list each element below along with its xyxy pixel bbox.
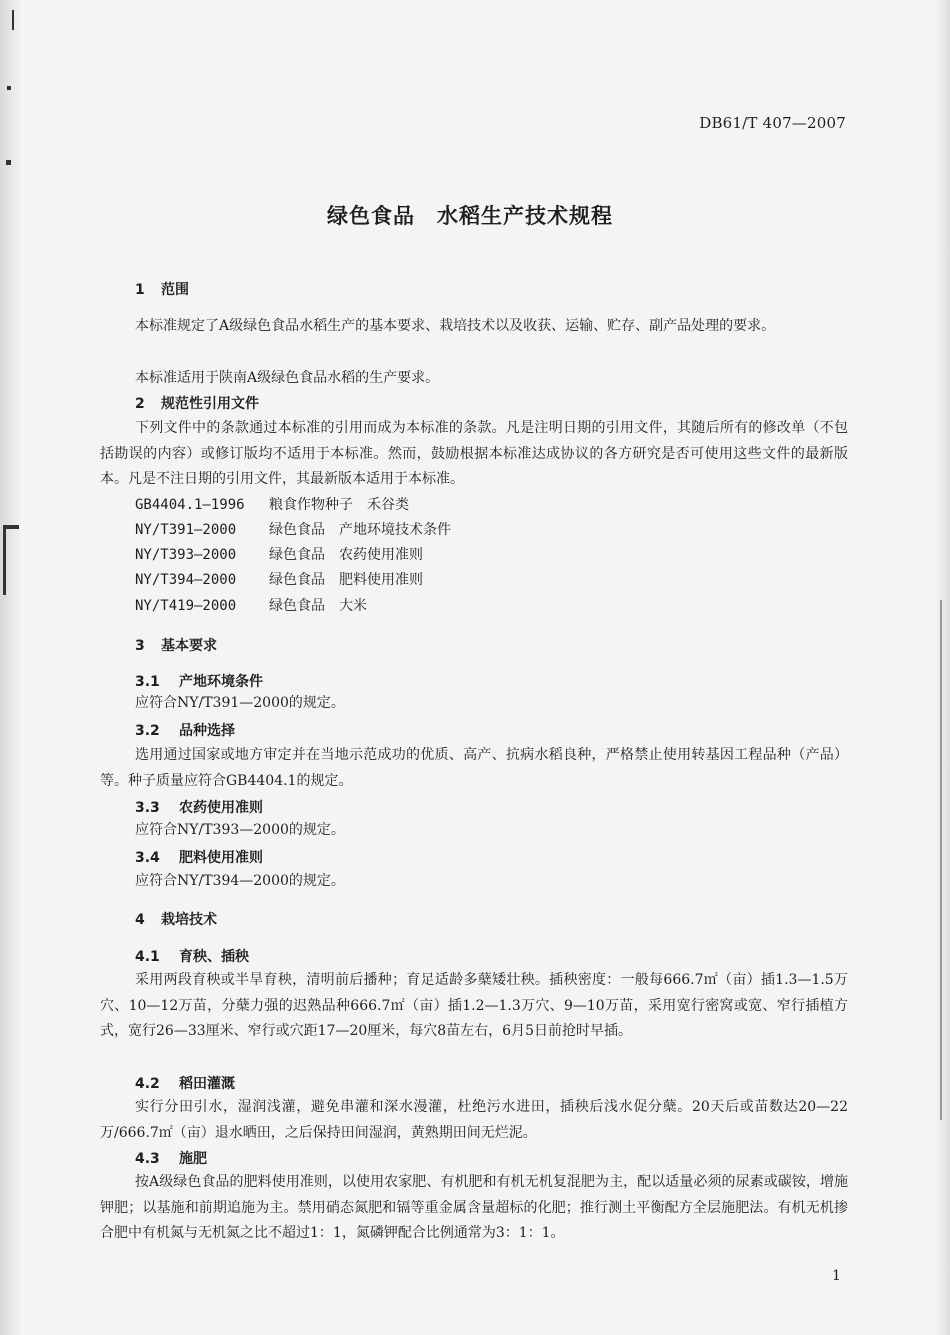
paragraph-3-3: 应符合NY/T393—2000的规定。 [135, 822, 345, 838]
section-heading-3-4 [135, 847, 263, 867]
section-title: 规范性引用文件 [161, 396, 259, 412]
section-number: 4 [135, 912, 145, 928]
section-heading-3-1 [135, 671, 263, 691]
paragraph-4-1: 采用两段育秧或半旱育秧，清明前后播种；育足适龄多蘖矮壮秧。插秧密度：一般每666.7㎡（亩）插1.3—1.5万穴、10—12万苗，分蘖力强的迟熟品种666.7㎡（亩）插1.2—1.3万穴、9—10万苗，采用宽行密窝或宽、窄行插植方式，宽行26—33厘米、窄行或穴距17—20厘米，每穴8苗左右，6月5日前抢时早插。 [100, 972, 848, 1039]
reference-name: 绿色食品 农药使用准则 [269, 547, 423, 563]
section-heading-3 [135, 635, 217, 655]
section-number: 3 [135, 638, 145, 654]
reference-name: 绿色食品 产地环境技术条件 [269, 522, 451, 538]
paragraph-references-intro: 下列文件中的条款通过本标准的引用而成为本标准的条款。凡是注明日期的引用文件，其随后所有的修改单（不包括勘误的内容）或修订版均不适用于本标准。然而，鼓励根据本标准达成协议的各方研究是否可使用这些文件的最新版本。凡是不注日期的引用文件，其最新版本适用于本标准。 [100, 420, 848, 487]
section-title: 范围 [161, 282, 189, 298]
reference-item [135, 494, 409, 514]
section-title: 育秧、插秧 [179, 949, 249, 965]
reference-code: NY/T394—2000 [135, 572, 237, 588]
scan-edge-left [0, 0, 22, 1335]
document-code: DB61/T 407—2007 [699, 114, 846, 132]
section-number: 4.1 [135, 949, 160, 965]
section-title: 基本要求 [161, 638, 217, 654]
reference-item [135, 544, 423, 564]
reference-code: NY/T419—2000 [135, 598, 237, 614]
section-number: 3.1 [135, 674, 160, 690]
paragraph-applicability: 本标准适用于陕南A级绿色食品水稻的生产要求。 [135, 370, 440, 386]
reference-code: GB4404.1—1996 [135, 497, 245, 513]
section-number: 4.3 [135, 1151, 160, 1167]
section-title: 产地环境条件 [179, 674, 263, 690]
section-number: 3.3 [135, 800, 160, 816]
scan-edge-right [936, 0, 950, 1335]
section-title: 施肥 [179, 1151, 207, 1167]
section-number: 4.2 [135, 1076, 160, 1092]
section-number: 2 [135, 396, 145, 412]
reference-item [135, 569, 423, 589]
scan-mark [6, 160, 11, 165]
reference-name: 绿色食品 大米 [269, 598, 367, 614]
section-number: 1 [135, 282, 145, 298]
section-heading-4-1 [135, 946, 249, 966]
scan-mark [12, 10, 14, 30]
section-title: 农药使用准则 [179, 800, 263, 816]
section-title: 肥料使用准则 [179, 850, 263, 866]
paragraph-3-4: 应符合NY/T394—2000的规定。 [135, 873, 345, 889]
section-heading-3-2 [135, 720, 235, 740]
paragraph-4-3: 按A级绿色食品的肥料使用准则，以使用农家肥、有机肥和有机无机复混肥为主，配以适量必须的尿素或碳铵，增施钾肥；以基施和前期追施为主。禁用硝态氮肥和镉等重金属含量超标的化肥；推行测土平衡配方全层施肥法。有机无机掺合肥中有机氮与无机氮之比不超过1：1，氮磷钾配合比例通常为3：1：1。 [100, 1174, 848, 1241]
reference-name: 粮食作物种子 禾谷类 [269, 497, 409, 513]
section-number: 3.4 [135, 850, 160, 866]
section-heading-2 [135, 393, 259, 413]
reference-item [135, 519, 451, 539]
section-number: 3.2 [135, 723, 160, 739]
section-heading-4-3 [135, 1148, 207, 1168]
scan-mark [940, 600, 942, 1120]
reference-code: NY/T391—2000 [135, 522, 237, 538]
reference-code: NY/T393—2000 [135, 547, 237, 563]
page-number: 1 [832, 1268, 841, 1284]
paragraph-scope: 本标准规定了A级绿色食品水稻生产的基本要求、栽培技术以及收获、运输、贮存、副产品处理的要求。 [135, 318, 776, 334]
section-title: 栽培技术 [161, 912, 217, 928]
paragraph-3-2: 选用通过国家或地方审定并在当地示范成功的优质、高产、抗病水稻良种，严格禁止使用转基因工程品种（产品）等。种子质量应符合GB4404.1的规定。 [100, 747, 848, 789]
page-title: 绿色食品 水稻生产技术规程 [327, 204, 613, 228]
reference-name: 绿色食品 肥料使用准则 [269, 572, 423, 588]
paragraph-4-2: 实行分田引水，湿润浅灌，避免串灌和深水漫灌，杜绝污水进田，插秧后浅水促分蘖。20天后或苗数达20—22万/666.7㎡（亩）退水晒田，之后保持田间湿润，黄熟期田间无烂泥。 [100, 1099, 848, 1141]
section-title: 稻田灌溉 [179, 1076, 235, 1092]
section-heading-4 [135, 909, 217, 929]
scan-mark [3, 525, 6, 595]
section-heading-1 [135, 279, 189, 299]
section-heading-4-2 [135, 1073, 235, 1093]
section-heading-3-3 [135, 797, 263, 817]
paragraph-3-1: 应符合NY/T391—2000的规定。 [135, 695, 345, 711]
reference-item [135, 595, 367, 615]
scan-mark [7, 86, 11, 90]
section-title: 品种选择 [179, 723, 235, 739]
